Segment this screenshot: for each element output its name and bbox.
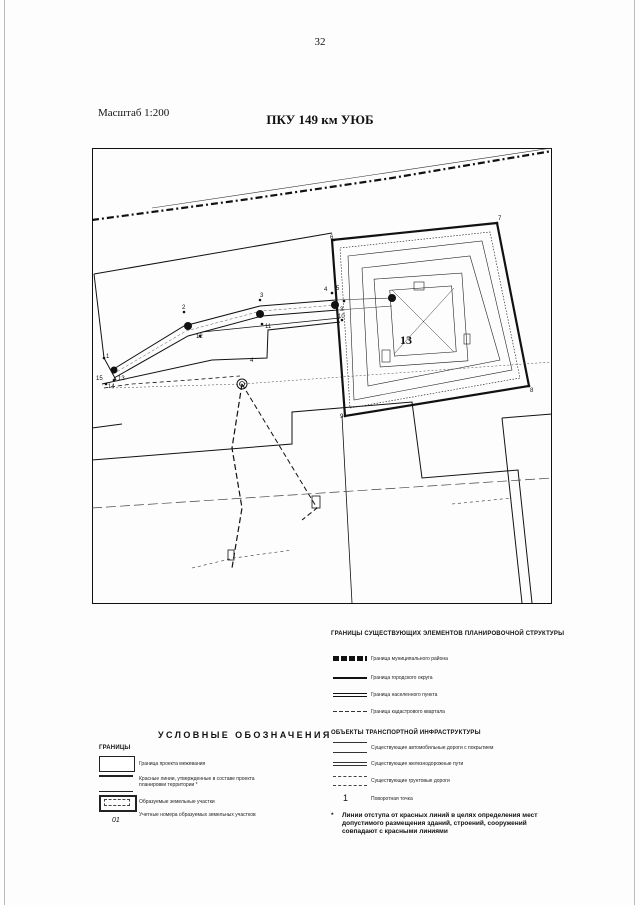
legend-turn-point-label: Поворотная точка xyxy=(371,796,413,802)
legend-settlement-boundary-label: Граница населенного пункта xyxy=(371,692,438,698)
parcel-13-label: 13 xyxy=(400,333,412,347)
svg-text:11: 11 xyxy=(265,324,272,330)
legend-parcel-number-label: Учетные номера образуемых земельных участков xyxy=(139,812,256,818)
legend-existing-structure-heading: ГРАНИЦЫ СУЩЕСТВУЮЩИХ ЭЛЕМЕНТОВ ПЛАНИРОВОЧНОЙ СТРУКТУРЫ xyxy=(331,631,565,637)
svg-text:1: 1 xyxy=(106,354,110,360)
legend-municipal-boundary-label: Граница муниципального района xyxy=(371,656,448,662)
svg-text:10: 10 xyxy=(338,314,345,320)
paved-road-symbol xyxy=(333,742,367,753)
svg-text:7: 7 xyxy=(498,216,502,222)
road-centerline xyxy=(92,478,552,508)
page-title: ПКУ 149 км УЮБ xyxy=(266,112,374,127)
map-scale: Масштаб 1:200 xyxy=(98,107,170,119)
legend-boundaries-heading: ГРАНИЦЫ xyxy=(99,745,131,751)
svg-text:3: 3 xyxy=(340,307,344,313)
parcel-13-boundary xyxy=(332,223,529,416)
svg-text:4: 4 xyxy=(250,358,254,364)
legend-cadastral-quarter-boundary-label: Граница кадастрового квартала xyxy=(371,709,445,715)
municipal-boundary-line xyxy=(92,151,552,220)
note-text: Линии отступа от красных линий в целях определения мест допустимого размещения зданий, строений, сооружений совпадают с красными линиями xyxy=(342,812,538,835)
legend-paved-road-label: Существующие автомобильные дороги с покрытием xyxy=(371,745,494,751)
survey-map xyxy=(92,148,552,604)
settlement-boundary-symbol xyxy=(333,693,367,694)
svg-text:4: 4 xyxy=(324,287,328,293)
note-marker: * xyxy=(331,812,334,819)
svg-text:9: 9 xyxy=(340,414,344,420)
svg-text:8: 8 xyxy=(530,388,534,394)
page-right-edge xyxy=(634,0,635,905)
legend-red-lines-label: Красные линии, утвержденные в составе проекта планировки территории * xyxy=(139,776,255,788)
svg-text:3: 3 xyxy=(260,293,264,299)
svg-text:14: 14 xyxy=(108,384,115,390)
city-district-boundary-symbol xyxy=(333,677,367,679)
svg-text:5: 5 xyxy=(336,286,340,292)
legend-city-district-boundary-label: Граница городского округа xyxy=(371,675,433,681)
legend-dirt-road-label: Существующие грунтовые дороги xyxy=(371,778,450,784)
railway-symbol xyxy=(333,762,367,766)
project-boundary-line xyxy=(94,233,332,274)
legend-heading: УСЛОВНЫЕ ОБОЗНАЧЕНИЯ xyxy=(158,730,332,740)
svg-text:2: 2 xyxy=(182,305,186,311)
svg-text:13: 13 xyxy=(118,376,125,382)
red-lines-symbol xyxy=(99,775,133,792)
page-left-edge xyxy=(4,0,5,905)
map-frame xyxy=(93,149,552,604)
svg-text:6: 6 xyxy=(330,235,334,241)
legend-formed-parcel-label: Образуемые земельные участки xyxy=(139,799,215,805)
page-number: 32 xyxy=(314,36,326,48)
cadastral-quarter-boundary-symbol xyxy=(333,711,367,712)
legend-transport-heading: ОБЪЕКТЫ ТРАНСПОРТНОЙ ИНФРАСТРУКТУРЫ xyxy=(331,730,481,736)
turn-point-marker xyxy=(184,322,192,330)
dirt-road-symbol xyxy=(333,776,367,786)
parcel-number-example: 01 xyxy=(112,817,120,824)
svg-text:12: 12 xyxy=(196,334,203,340)
legend-project-boundary-label: Граница проекта межевания xyxy=(139,761,206,767)
project-boundary-symbol xyxy=(99,756,135,772)
legend-railway-label: Существующие железнодорожные пути xyxy=(371,761,464,767)
turn-point-example: 1 xyxy=(343,793,349,803)
svg-text:15: 15 xyxy=(96,376,103,382)
road-edge-line xyxy=(152,148,552,208)
